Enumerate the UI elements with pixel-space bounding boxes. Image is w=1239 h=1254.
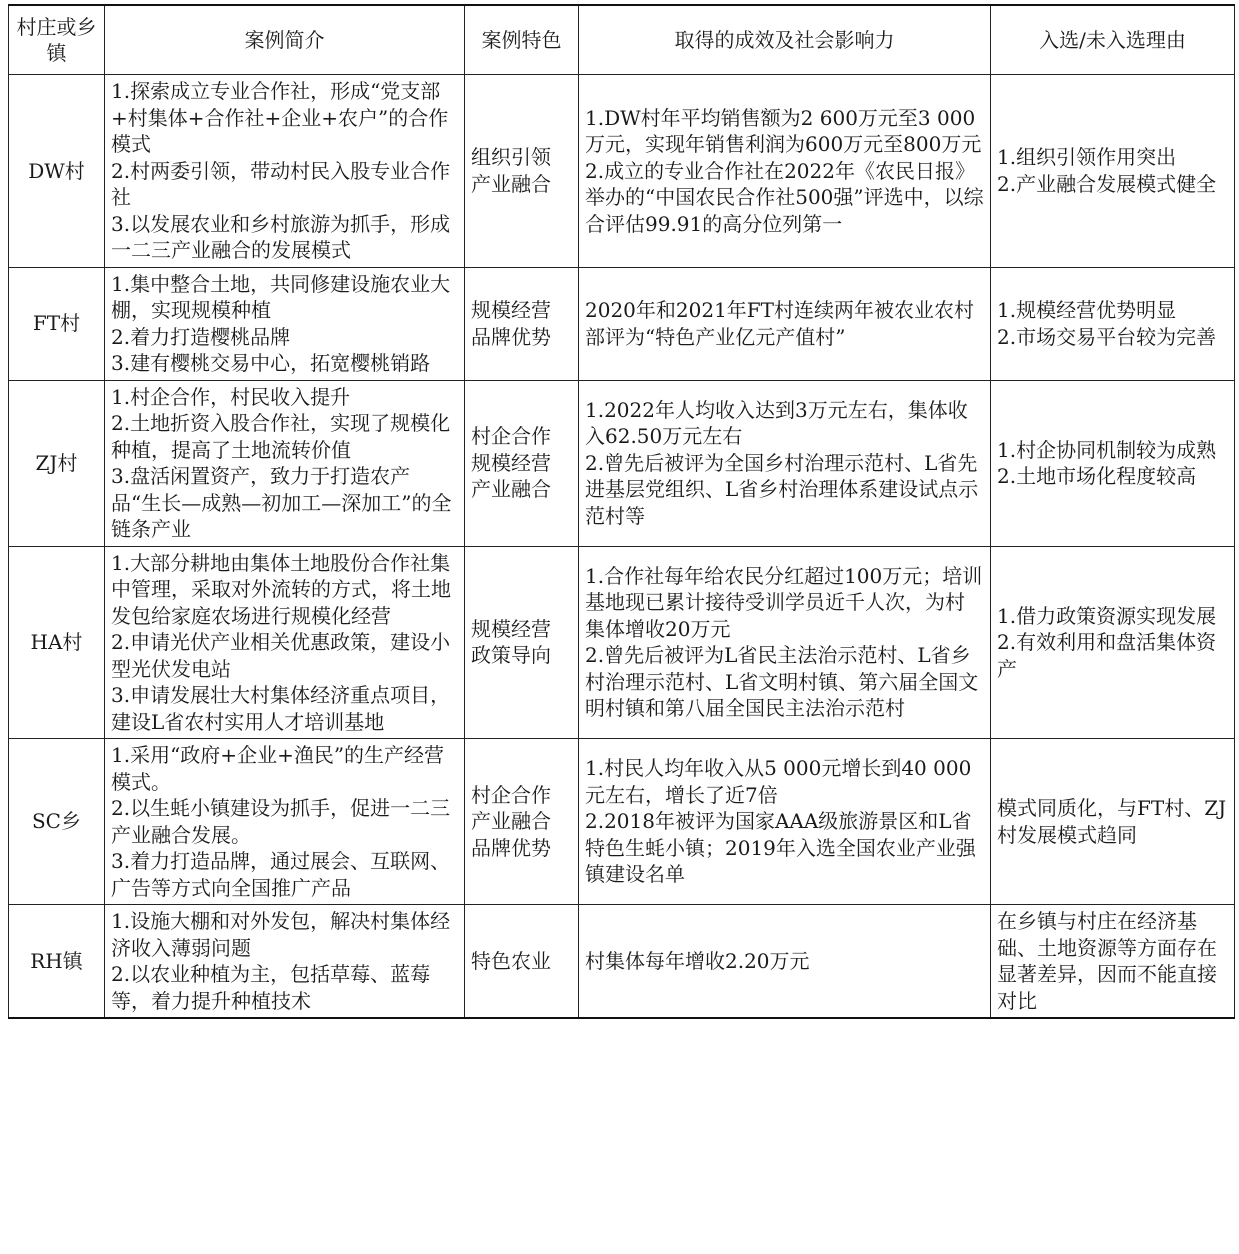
feature-line: 规模经营 (471, 298, 551, 322)
intro-line: 1.村企合作，村民收入提升 (111, 384, 351, 409)
intro-cell (105, 267, 465, 380)
feature-cell (465, 380, 579, 546)
intro-line: 3.着力打造品牌，通过展会、互联网、广告等方式向全国推广产品 (111, 849, 451, 900)
intro-line: 2.土地折资入股合作社，实现了规模化种植，提高了土地流转价值 (111, 411, 451, 462)
intro-line: 2.以农业种植为主，包括草莓、蓝莓等，着力提升种植技术 (111, 962, 431, 1013)
table-row (9, 905, 1235, 1019)
table-row (9, 546, 1235, 739)
reason-cell (991, 546, 1235, 739)
reason-cell (991, 267, 1235, 380)
intro-cell (105, 546, 465, 739)
intro-line: 1.探索成立专业合作社，形成“党支部+村集体+合作社+企业+农户”的合作模式 (111, 79, 449, 156)
village-cell: RH镇 (9, 905, 105, 1019)
intro-line: 2.以生蚝小镇建设为抓手，促进一二三产业融合发展。 (111, 796, 451, 847)
feature-line: 村企合作 (471, 424, 551, 449)
feature-line: 规模经营 (471, 616, 551, 641)
impact-line: 2.曾先后被评为L省民主法治示范村、L省乡村治理示范村、L省文明村镇、第六届全国文明村镇和第八届全国民主法治示范村 (585, 643, 979, 721)
intro-line: 1.大部分耕地由集体土地股份合作社集中管理，采取对外流转的方式，将土地发包给家庭农场进行规模化经营 (111, 550, 451, 628)
feature-line: 组织引领 (471, 145, 551, 170)
impact-cell (579, 739, 991, 905)
intro-line: 3.建有樱桃交易中心，拓宽樱桃销路 (111, 351, 431, 375)
header-impact: 取得的成效及社会影响力 (579, 5, 991, 75)
reason-cell (991, 75, 1235, 268)
intro-line: 3.申请发展壮大村集体经济重点项目，建设L省农村实用人才培训基地 (111, 683, 451, 734)
intro-line: 2.村两委引领，带动村民入股专业合作社 (111, 158, 451, 209)
reason-line: 2.市场交易平台较为完善 (997, 324, 1217, 349)
impact-cell (579, 75, 991, 268)
intro-line: 3.以发展农业和乡村旅游为抓手，形成一二三产业融合的发展模式 (111, 211, 451, 262)
intro-cell (105, 380, 465, 546)
impact-cell (579, 267, 991, 380)
reason-line: 1.规模经营优势明显 (997, 298, 1177, 322)
impact-line: 1.村民人均年收入从5 000元增长到40 000元左右，增长了近7倍 (585, 756, 972, 807)
feature-cell (465, 546, 579, 739)
reason-cell (991, 739, 1235, 905)
reason-line: 1.村企协同机制较为成熟 (997, 437, 1217, 462)
impact-line: 1.DW村年平均销售额为2 600万元至3 000万元，实现年销售利润为600万元至800万元 (585, 105, 982, 156)
intro-line: 2.着力打造樱桃品牌 (111, 324, 291, 349)
intro-line: 1.集中整合土地，共同修建设施农业大棚，实现规模种植 (111, 271, 451, 322)
feature-line: 产业融合 (471, 171, 551, 196)
feature-line: 村企合作 (471, 782, 551, 807)
impact-cell (579, 380, 991, 546)
feature-line: 产业融合 (471, 809, 551, 834)
village-cell: HA村 (9, 546, 105, 739)
table-row (9, 380, 1235, 546)
header-row (9, 5, 1235, 75)
feature-line: 品牌优势 (471, 324, 551, 349)
impact-line: 1.合作社每年给农民分红超过100万元；培训基地现已累计接待受训学员近千人次，为村集体增收20万元 (585, 563, 983, 641)
reason-line: 模式同质化，与FT村、ZJ村发展模式趋同 (997, 796, 1227, 847)
intro-line: 2.申请光伏产业相关优惠政策，建设小型光伏发电站 (111, 630, 451, 681)
impact-cell (579, 546, 991, 739)
feature-line: 政策导向 (471, 643, 551, 668)
reason-cell (991, 380, 1235, 546)
impact-line: 2.2018年被评为国家AAA级旅游景区和L省特色生蚝小镇；2019年入选全国农业产业强镇建设名单 (585, 809, 976, 887)
intro-line: 1.设施大棚和对外发包，解决村集体经济收入薄弱问题 (111, 909, 451, 960)
reason-line: 1.借力政策资源实现发展 (997, 603, 1217, 628)
table-row (9, 75, 1235, 268)
feature-line: 品牌优势 (471, 835, 551, 860)
feature-cell (465, 905, 579, 1019)
intro-cell (105, 905, 465, 1019)
table-row (9, 739, 1235, 905)
header-village: 村庄或乡镇 (9, 5, 105, 75)
feature-cell (465, 75, 579, 268)
reason-line: 在乡镇与村庄在经济基础、土地资源等方面存在显著差异，因而不能直接对比 (997, 909, 1217, 1013)
village-cell: SC乡 (9, 739, 105, 905)
impact-line: 2020年和2021年FT村连续两年被农业农村部评为“特色产业亿元产值村” (585, 298, 975, 349)
village-cell: FT村 (9, 267, 105, 380)
intro-cell (105, 739, 465, 905)
header-intro: 案例简介 (105, 5, 465, 75)
impact-line: 村集体每年增收2.20万元 (585, 948, 810, 973)
intro-line: 1.采用“政府+企业+渔民”的生产经营模式。 (111, 743, 445, 794)
feature-line: 特色农业 (471, 948, 551, 973)
village-cell: ZJ村 (9, 380, 105, 546)
case-comparison-table (8, 4, 1235, 1019)
intro-cell (105, 75, 465, 268)
table-body (9, 75, 1235, 1019)
reason-line: 2.有效利用和盘活集体资产 (997, 630, 1217, 681)
impact-line: 2.曾先后被评为全国乡村治理示范村、L省先进基层党组织、L省乡村治理体系建设试点示范村等 (585, 450, 979, 528)
feature-cell (465, 739, 579, 905)
reason-cell (991, 905, 1235, 1019)
header-feature: 案例特色 (465, 5, 579, 75)
impact-line: 2.成立的专业合作社在2022年《农民日报》举办的“中国农民合作社500强”评选中，以综合评估99.91的高分位列第一 (585, 158, 984, 236)
feature-line: 规模经营 (471, 450, 551, 475)
intro-line: 3.盘活闲置资产，致力于打造农产品“生长—成熟—初加工—深加工”的全链条产业 (111, 464, 452, 541)
reason-line: 2.产业融合发展模式健全 (997, 171, 1217, 196)
village-cell: DW村 (9, 75, 105, 268)
table-row (9, 267, 1235, 380)
reason-line: 1.组织引领作用突出 (997, 145, 1177, 170)
feature-cell (465, 267, 579, 380)
reason-line: 2.土地市场化程度较高 (997, 464, 1197, 488)
header-reason: 入选/未入选理由 (991, 5, 1235, 75)
table-header (9, 5, 1235, 75)
impact-cell (579, 905, 991, 1019)
feature-line: 产业融合 (471, 477, 551, 502)
impact-line: 1.2022年人均收入达到3万元左右，集体收入62.50万元左右 (585, 397, 968, 449)
